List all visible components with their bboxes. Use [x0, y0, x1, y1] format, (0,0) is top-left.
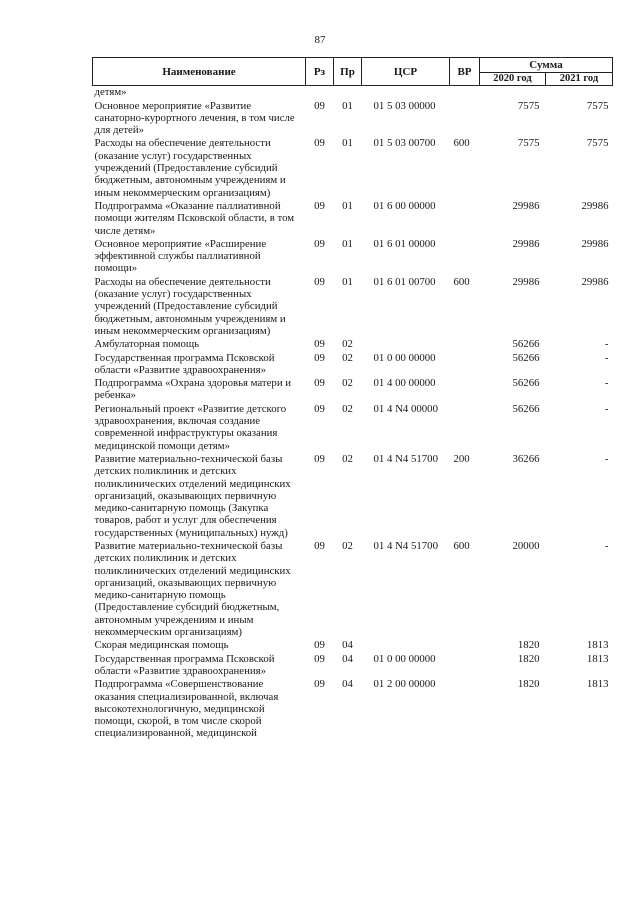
- cell-sum-2020: 56266: [512, 377, 540, 390]
- cell-sum-2020: 7575: [517, 137, 540, 150]
- cell-name: Расходы на обеспечение деятельности (оказание услуг) государственных учреждений (Предоставление субсидий бюджетным, автономным учреждениям и иным некоммерческим организациям): [94, 275, 286, 337]
- cell-sum-2021: 1813: [586, 678, 609, 691]
- cell-sum-2020: 29986: [512, 199, 540, 212]
- cell-csr: 01 4 N4 00000: [373, 402, 438, 415]
- header-pr: Пр: [334, 58, 362, 86]
- cell-sum-2020: 1820: [517, 678, 540, 691]
- cell-sum-2021: -: [604, 338, 609, 351]
- cell-pr: 02: [342, 338, 353, 351]
- cell-name: Основное мероприятие «Расширение эффективной службы паллиативной помощи»: [94, 237, 267, 275]
- table-row: [93, 639, 613, 652]
- cell-name: Региональный проект «Развитие детского здравоохранения, включая создание современной инфраструктуры оказания медицинской помощи детям»: [94, 402, 287, 452]
- table-body: [93, 86, 613, 741]
- cell-pr: 02: [342, 452, 353, 465]
- cell-sum-2020: 29986: [512, 237, 540, 250]
- cell-rz: 09: [314, 377, 325, 390]
- table-row: [93, 453, 613, 540]
- cell-vr: [450, 639, 480, 652]
- cell-sum-2021: -: [604, 351, 609, 364]
- cell-sum-2021: 29986: [581, 237, 609, 250]
- cell-name: Расходы на обеспечение деятельности (оказание услуг) государственных учреждений (Предоставление субсидий бюджетным, автономным учреждениям и иным некоммерческим организациям): [94, 137, 286, 199]
- table-row: [93, 200, 613, 238]
- cell-pr: 02: [342, 402, 353, 415]
- cell-vr: [450, 238, 480, 276]
- cell-csr: 01 6 01 00000: [373, 237, 436, 250]
- cell-vr: [450, 200, 480, 238]
- cell-vr: [450, 352, 480, 378]
- table-row: [93, 338, 613, 351]
- cell-sum-2021: 29986: [581, 275, 609, 288]
- header-vr: ВР: [450, 58, 480, 86]
- cell-vr: [450, 403, 480, 453]
- cell-rz: 09: [314, 237, 325, 250]
- page-number: 87: [314, 34, 326, 46]
- cell-csr: 01 5 03 00700: [373, 137, 436, 150]
- table-row: [93, 540, 613, 639]
- cell-pr: 01: [342, 99, 353, 112]
- cell-rz: 09: [314, 652, 325, 665]
- cell-csr: 01 0 00 00000: [373, 652, 436, 665]
- cell-rz: 09: [314, 402, 325, 415]
- table-row: [93, 238, 613, 276]
- cell-sum-2020: 20000: [512, 539, 540, 552]
- cell-name: Государственная программа Псковской области «Развитие здравоохранения»: [94, 351, 275, 376]
- cell-pr: 02: [342, 351, 353, 364]
- cell-name: Развитие материально-технической базы детских поликлиник и детских поликлинических отделений медицинских организаций, оказывающих первичную медико-санитарную помощь (Предоставление субсидий бюджетным, автономным учреждениям и иным некоммерческим организациям): [94, 539, 291, 639]
- cell-vr: 600: [453, 539, 470, 552]
- cell-vr: [450, 338, 480, 351]
- table-row: [93, 352, 613, 378]
- cell-sum-2021: 7575: [586, 137, 609, 150]
- cell-name: Развитие материально-технической базы детских поликлиник и детских поликлинических отделений медицинских организаций, оказывающих первичную медико-санитарную помощь (Закупка товаров, работ и услуг для обеспечения государственных (муниципальных) нужд): [94, 452, 291, 539]
- cell-name: Государственная программа Псковской области «Развитие здравоохранения»: [94, 652, 275, 677]
- cell-name: Подпрограмма «Совершенствование оказания специализированной, включая высокотехнологичную, медицинской помощи, скорой, в том числе скорой специализированной, медицинской: [94, 678, 279, 740]
- cell-pr: 04: [342, 652, 353, 665]
- cell-vr: [450, 377, 480, 403]
- cell-name: Подпрограмма «Охрана здоровья матери и ребенка»: [94, 377, 292, 402]
- cell-sum-2021: -: [604, 402, 609, 415]
- cell-vr: [450, 86, 480, 100]
- cell-rz: 09: [314, 678, 325, 691]
- cell-csr: 01 6 01 00700: [373, 275, 436, 288]
- cell-sum-2021: 1813: [586, 652, 609, 665]
- cell-sum-2020: 56266: [512, 338, 540, 351]
- cell-rz: 09: [314, 639, 325, 652]
- cell-sum-2021: -: [604, 539, 609, 552]
- cell-rz: 09: [314, 351, 325, 364]
- cell-pr: 01: [342, 237, 353, 250]
- cell-csr: [362, 86, 450, 100]
- header-year-2020: 2020 год: [480, 73, 546, 86]
- cell-pr: 02: [342, 539, 353, 552]
- cell-sum-2020: [480, 86, 546, 100]
- cell-rz: 09: [314, 338, 325, 351]
- cell-rz: 09: [314, 539, 325, 552]
- header-sum: Сумма: [480, 58, 613, 73]
- cell-sum-2020: 29986: [512, 275, 540, 288]
- cell-sum-2021: 29986: [581, 199, 609, 212]
- cell-sum-2021: 7575: [586, 99, 609, 112]
- cell-vr: 600: [453, 137, 470, 150]
- cell-sum-2021: 1813: [586, 639, 609, 652]
- table-row: [93, 100, 613, 138]
- table-row: [93, 137, 613, 199]
- cell-vr: 200: [453, 452, 470, 465]
- table-row: [93, 678, 613, 740]
- table-row: [93, 86, 613, 100]
- cell-pr: 01: [342, 199, 353, 212]
- cell-name: Основное мероприятие «Развитие санаторно-курортного лечения, в том числе для детей»: [94, 99, 295, 137]
- table-row: [93, 377, 613, 403]
- header-name: Наименование: [93, 58, 306, 86]
- cell-rz: 09: [314, 452, 325, 465]
- cell-sum-2020: 56266: [512, 351, 540, 364]
- cell-vr: [450, 653, 480, 679]
- budget-table: [92, 57, 613, 741]
- cell-csr: 01 4 N4 51700: [373, 452, 438, 465]
- cell-csr: 01 6 00 00000: [373, 199, 436, 212]
- cell-rz: 09: [314, 137, 325, 150]
- cell-vr: 600: [453, 275, 470, 288]
- table-row: [93, 653, 613, 679]
- cell-pr: 02: [342, 377, 353, 390]
- cell-name: Скорая медицинская помощь: [94, 639, 229, 652]
- cell-csr: 01 4 N4 51700: [373, 539, 438, 552]
- cell-name: детям»: [94, 86, 127, 99]
- cell-sum-2020: 7575: [517, 99, 540, 112]
- cell-pr: [334, 86, 362, 100]
- cell-rz: 09: [314, 199, 325, 212]
- cell-pr: 01: [342, 137, 353, 150]
- cell-csr: [362, 639, 450, 652]
- header-year-2021: 2021 год: [546, 73, 613, 86]
- cell-pr: 01: [342, 275, 353, 288]
- cell-csr: 01 2 00 00000: [373, 678, 436, 691]
- cell-rz: 09: [314, 99, 325, 112]
- header-csr: ЦСР: [362, 58, 450, 86]
- cell-vr: [450, 678, 480, 740]
- table-row: [93, 276, 613, 338]
- cell-sum-2020: 1820: [517, 639, 540, 652]
- table-row: [93, 403, 613, 453]
- cell-sum-2021: -: [604, 452, 609, 465]
- cell-sum-2021: [546, 86, 613, 100]
- cell-sum-2020: 56266: [512, 402, 540, 415]
- cell-name: Амбулаторная помощь: [94, 338, 200, 351]
- cell-sum-2020: 1820: [517, 652, 540, 665]
- cell-rz: [306, 86, 334, 100]
- cell-pr: 04: [342, 678, 353, 691]
- cell-rz: 09: [314, 275, 325, 288]
- table-header: [93, 58, 613, 86]
- cell-csr: 01 0 00 00000: [373, 351, 436, 364]
- header-rz: Рз: [306, 58, 334, 86]
- cell-pr: 04: [342, 639, 353, 652]
- cell-csr: [362, 338, 450, 351]
- cell-csr: 01 4 00 00000: [373, 377, 436, 390]
- cell-csr: 01 5 03 00000: [373, 99, 436, 112]
- cell-vr: [450, 100, 480, 138]
- cell-sum-2021: -: [604, 377, 609, 390]
- cell-name: Подпрограмма «Оказание паллиативной помощи жителям Псковской области, в том числе детям»: [94, 199, 295, 237]
- cell-sum-2020: 36266: [512, 452, 540, 465]
